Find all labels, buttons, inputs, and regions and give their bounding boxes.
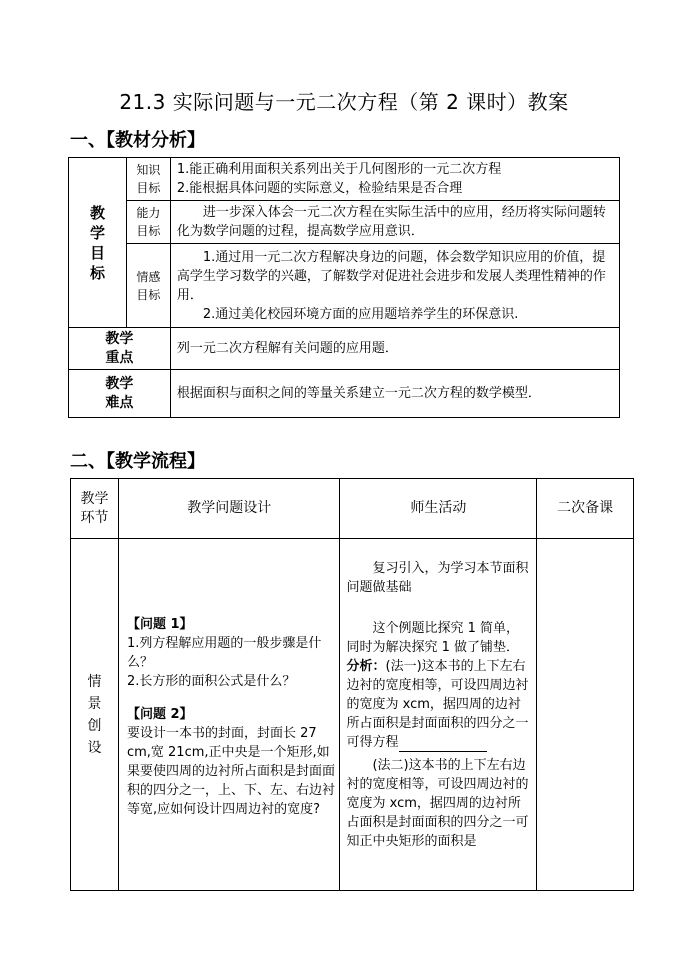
activity-review: 复习引入，为学习本节面积问题做基础 (346, 561, 529, 595)
ability-goal-text: 进一步深入体会一元二次方程在实际生活中的应用，经历将实际问题转化为数学问题的过程，提高数学应用意识． (170, 201, 619, 244)
second-prep-cell (537, 539, 634, 891)
analysis-method-1: 分析：(法一)这本书的上下左右边衬的宽度相等，可设四周边衬的宽度为 xcm，据四周的边衬所占面积是封面面积的四分之一可得方程 (346, 659, 529, 750)
header-question-design: 教学问题设计 (118, 479, 340, 539)
question-1-item-1: 1.列方程解应用题的一般步骤是什么？ (126, 635, 322, 670)
key-point-label: 教学重点 (69, 328, 171, 370)
emotion-goal-label: 情感目标 (126, 244, 170, 328)
equation-blank[interactable] (399, 737, 487, 752)
knowledge-goal-text: 1.能正确利用面积关系列出关于几何图形的一元二次方程 2.能根据具体问题的实际意义，检验结果是否合理 (170, 158, 619, 201)
section-heading-process: 二、【教学流程】 (70, 451, 205, 472)
stage-label: 情景创设 (71, 539, 119, 891)
difficulty-text: 根据面积与面积之间的等量关系建立一元二次方程的数学模型． (170, 370, 619, 418)
page-title: 21.3 实际问题与一元二次方程（第 2 课时）教案 (119, 90, 569, 114)
header-second-prep: 二次备课 (537, 479, 634, 539)
knowledge-goal-label: 知识目标 (126, 158, 170, 201)
analysis-method-2: (法二)这本书的上下左右边衬的宽度相等，可设四周边衬的宽度为 xcm，据四周的边衬所占面积是封面面积的四分之一可知正中央矩形的面积是 (346, 758, 529, 849)
header-activity: 师生活动 (340, 479, 537, 539)
question-1-title: 【问题 1】 (126, 616, 193, 632)
emotion-goal-text: 1.通过用一元二次方程解决身边的问题，体会数学知识应用的价值，提高学生学习数学的兴趣，了解数学对促进社会进步和发展人类理性精神的作用． 2.通过美化校园环境方面的应用题培养学生的环保意识. (170, 244, 619, 328)
difficulty-label: 教学难点 (69, 370, 171, 418)
teaching-goals-label: 教学目标 (69, 158, 127, 328)
section-heading-analysis: 一、【教材分析】 (70, 130, 205, 151)
key-point-text: 列一元二次方程解有关问题的应用题． (170, 328, 619, 370)
process-table (70, 478, 634, 891)
activity-cell (340, 539, 537, 891)
analysis-table (68, 157, 620, 418)
question-1-item-2: 2.长方形的面积公式是什么？ (126, 673, 296, 689)
question-2-title: 【问题 2】 (126, 706, 193, 722)
question-2-text: 要设计一本书的封面，封面长 27 cm,宽 21cm,正中央是一个矩形,如果要使四周的边衬所占面积是封面面积的四分之一，上、下、左、右边衬等宽,应如何设计四周边衬的宽度? (126, 725, 335, 817)
question-design-cell (118, 539, 340, 891)
ability-goal-label: 能力目标 (126, 201, 170, 244)
header-stage: 教学环节 (71, 479, 119, 539)
activity-example: 这个例题比探究 1 简单，同时为解决探究 1 做了铺垫． (346, 621, 520, 655)
